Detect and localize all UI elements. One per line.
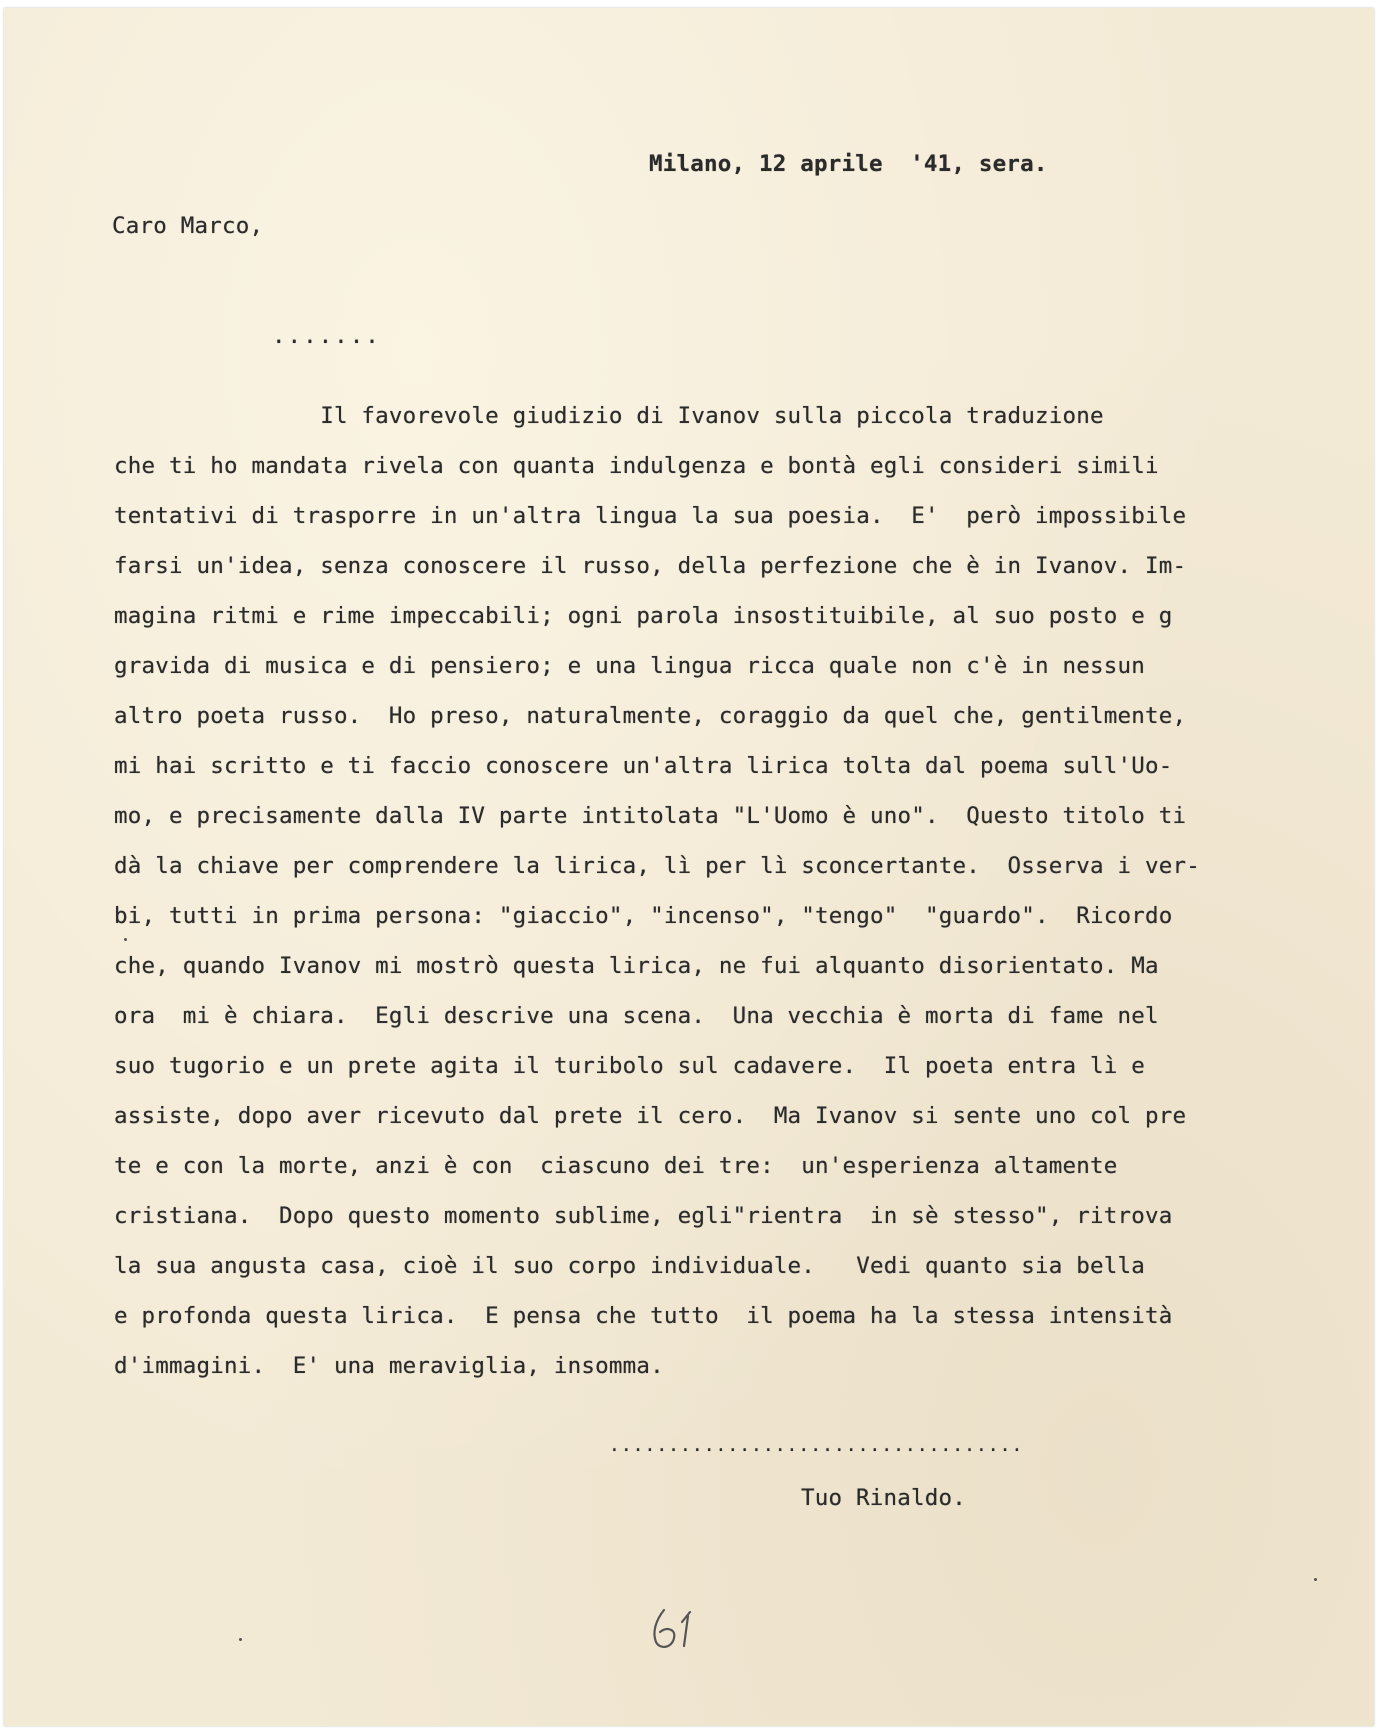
letter-sheet: [4, 8, 1374, 1726]
body-line: altro poeta russo. Ho preso, naturalmente, coraggio da quel che, gentilmente,: [114, 703, 1187, 729]
ink-speck: [124, 938, 127, 941]
body-line: farsi un'idea, senza conoscere il russo, della perfezione che è in Ivanov. Im-: [114, 553, 1187, 579]
body-line: bi, tutti in prima persona: "giaccio", "incenso", "tengo" "guardo". Ricordo: [114, 903, 1173, 929]
closing-signature: Tuo Rinaldo.: [801, 1485, 966, 1511]
ellipsis-top: .......: [272, 323, 381, 349]
body-line: mi hai scritto e ti faccio conoscere un'altra lirica tolta dal poema sull'Uo-: [114, 753, 1173, 779]
body-line: suo tugorio e un prete agita il turibolo sul cadavere. Il poeta entra lì e: [114, 1053, 1145, 1079]
salutation: Caro Marco,: [112, 213, 264, 239]
body-line: mo, e precisamente dalla IV parte intitolata "L'Uomo è uno". Questo titolo ti: [114, 803, 1187, 829]
body-line: che ti ho mandata rivela con quanta indulgenza e bontà egli consideri simili: [114, 453, 1159, 479]
handwritten-page-number-icon: [644, 1596, 714, 1656]
page-number-mark: [644, 1596, 714, 1656]
body-line: cristiana. Dopo questo momento sublime, egli"rientra in sè stesso", ritrova: [114, 1203, 1173, 1229]
body-line: te e con la morte, anzi è con ciascuno dei tre: un'esperienza altamente: [114, 1153, 1118, 1179]
body-line: ora mi è chiara. Egli descrive una scena. Una vecchia è morta di fame nel: [114, 1003, 1159, 1029]
body-line: assiste, dopo aver ricevuto dal prete il cero. Ma Ivanov si sente uno col pre: [114, 1103, 1187, 1129]
body-line: tentativi di trasporre in un'altra lingua la sua poesia. E' però impossibile: [114, 503, 1187, 529]
body-line: dà la chiave per comprendere la lirica, lì per lì sconcertante. Osserva i ver-: [114, 853, 1200, 879]
body-line: d'immagini. E' una meraviglia, insomma.: [114, 1353, 664, 1379]
dateline: Milano, 12 aprile '41, sera.: [649, 151, 1048, 177]
body-line: magina ritmi e rime impeccabili; ogni parola insostituibile, al suo posto e g: [114, 603, 1173, 629]
ink-speck: [1314, 1578, 1317, 1581]
body-line: che, quando Ivanov mi mostrò questa lirica, ne fui alquanto disorientato. Ma: [114, 953, 1159, 979]
body-line: Il favorevole giudizio di Ivanov sulla piccola traduzione: [114, 403, 1104, 429]
body-line: gravida di musica e di pensiero; e una lingua ricca quale non c'è in nessun: [114, 653, 1145, 679]
ink-speck: [239, 1638, 242, 1641]
body-line: la sua angusta casa, cioè il suo corpo individuale. Vedi quanto sia bella: [114, 1253, 1145, 1279]
body-line: e profonda questa lirica. E pensa che tutto il poema ha la stessa intensità: [114, 1303, 1173, 1329]
ellipsis-bottom: ...................................: [609, 1435, 1024, 1456]
